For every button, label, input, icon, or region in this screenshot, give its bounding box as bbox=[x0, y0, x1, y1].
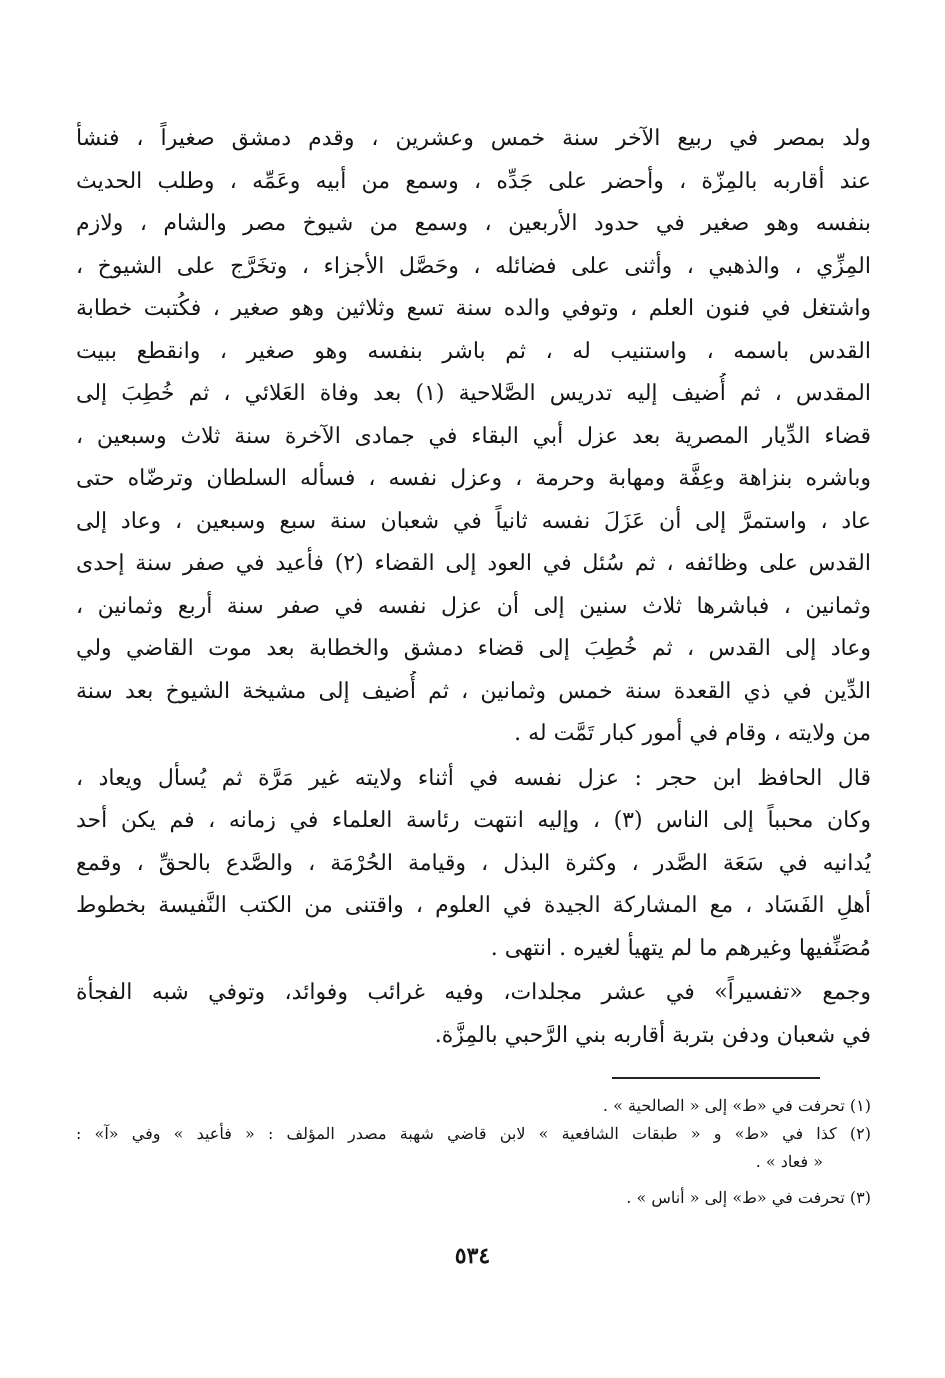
text-line: مُصَنِّفيها وغيرهم ما لم يتهيأ لغيره . انتهى . bbox=[490, 935, 871, 961]
footnote-line: « فعاد » . bbox=[755, 1152, 823, 1171]
text-line: قضاء الدِّيار المصرية بعد عزل أبي البقاء في جمادى الآخرة سنة ثلاث وسبعين ، bbox=[76, 423, 871, 449]
footnote-line: (٢) كذا في «ط» و « طبقات الشافعية » لابن قاضي شهبة مصدر المؤلف : « فأعيد » وفي «آ» : bbox=[76, 1124, 871, 1143]
footnote bbox=[76, 1092, 871, 1120]
text-line: وعاد إلى القدس ، ثم خُطِبَ إلى قضاء دمشق والخطابة بعد موت القاضي ولي bbox=[76, 636, 871, 661]
footnote-line: (٣) تحرفت في «ط» إلى « أناس » . bbox=[626, 1188, 871, 1207]
page-number: ٥٣٤ bbox=[454, 1243, 491, 1269]
text-line: الدِّين في ذي القعدة سنة خمس وثمانين ، ثم أُضيف إلى مشيخة الشيوخ بعد سنة bbox=[76, 678, 871, 704]
text-line: واشتغل في فنون العلم ، وتوفي والده سنة تسع وثلاثين وهو صغير ، فكُتبت خطابة bbox=[76, 296, 871, 321]
text-line: عند أقاربه بالمِزّة ، وأحضر على جَدِّه ، وسمع من أبيه وعَمِّه ، وطلب الحديث bbox=[76, 168, 871, 194]
main-text bbox=[76, 118, 871, 1057]
text-line: أهلِ الفَسَاد ، مع المشاركة الجيدة في العلوم ، واقتنى من الكتب النَّفيسة بخطوط bbox=[76, 893, 871, 918]
text-line: القدس على وظائفه ، ثم سُئل في العود إلى القضاء (٢) فأعيد في صفر سنة إحدى bbox=[76, 551, 871, 576]
text-line: في شعبان ودفن بتربة أقاربه بني الرَّحبي بالمِزَّة. bbox=[434, 1022, 871, 1048]
text-line: القدس باسمه ، واستنيب له ، ثم باشر بنفسه وهو صغير ، وانقطع ببيت bbox=[76, 338, 871, 364]
text-line: ولد بمصر في ربيع الآخر سنة خمس وعشرين ، وقدم دمشق صغيراً ، فنشأ bbox=[76, 126, 871, 151]
text-line: قال الحافظ ابن حجر : عزل نفسه في أثناء ولايته غير مَرَّة ثم يُسأل ويعاد ، bbox=[76, 765, 871, 791]
footnote-separator bbox=[612, 1077, 820, 1079]
text-line: بنفسه وهو صغير في حدود الأربعين ، وسمع من شيوخ مصر والشام ، ولازم bbox=[76, 211, 871, 236]
text-line: يُدانيه في سَعَة الصَّدر ، وكثرة البذل ، وقيامة الحُرْمَة ، والصَّدع بالحقِّ ، وقمع bbox=[76, 850, 871, 876]
footnotes bbox=[76, 1092, 871, 1212]
footnote bbox=[76, 1184, 871, 1212]
footnote-line: (١) تحرفت في «ط» إلى « الصالحية » . bbox=[602, 1096, 871, 1115]
text-line: المقدس ، ثم أُضيف إليه تدريس الصَّلاحية (١) بعد وفاة العَلائي ، ثم خُطِبَ إلى bbox=[76, 381, 871, 406]
text-line: المِزِّي ، والذهبي ، وأثنى على فضائله ، وحَصَّل الأجزاء ، وتخَرَّج على الشيوخ ، bbox=[76, 253, 871, 279]
paragraph bbox=[76, 758, 871, 971]
paragraph bbox=[76, 118, 871, 756]
text-line: وجمع «تفسيراً» في عشر مجلدات، وفيه غرائب وفوائد، وتوفي شبه الفجأة bbox=[76, 980, 871, 1005]
text-line: من ولايته ، وقام في أمور كبار تَمَّت له . bbox=[514, 721, 871, 746]
text-line: وثمانين ، فباشرها ثلاث سنين إلى أن عزل نفسه في صفر سنة أربع وثمانين ، bbox=[76, 593, 871, 619]
text-line: وباشره بنزاهة وعِفَّة ومهابة وحرمة ، وعزل نفسه ، فسأله السلطان وترضّاه حتى bbox=[76, 466, 871, 491]
paragraph bbox=[76, 972, 871, 1057]
footnote bbox=[76, 1120, 871, 1176]
text-line: وكان محبباً إلى الناس (٣) ، وإليه انتهت رئاسة العلماء في زمانه ، فم يكن أحد bbox=[76, 808, 871, 833]
text-line: عاد ، واستمرَّ إلى أن عَزَلَ نفسه ثانياً في شعبان سنة سبع وسبعين ، وعاد إلى bbox=[76, 508, 871, 534]
